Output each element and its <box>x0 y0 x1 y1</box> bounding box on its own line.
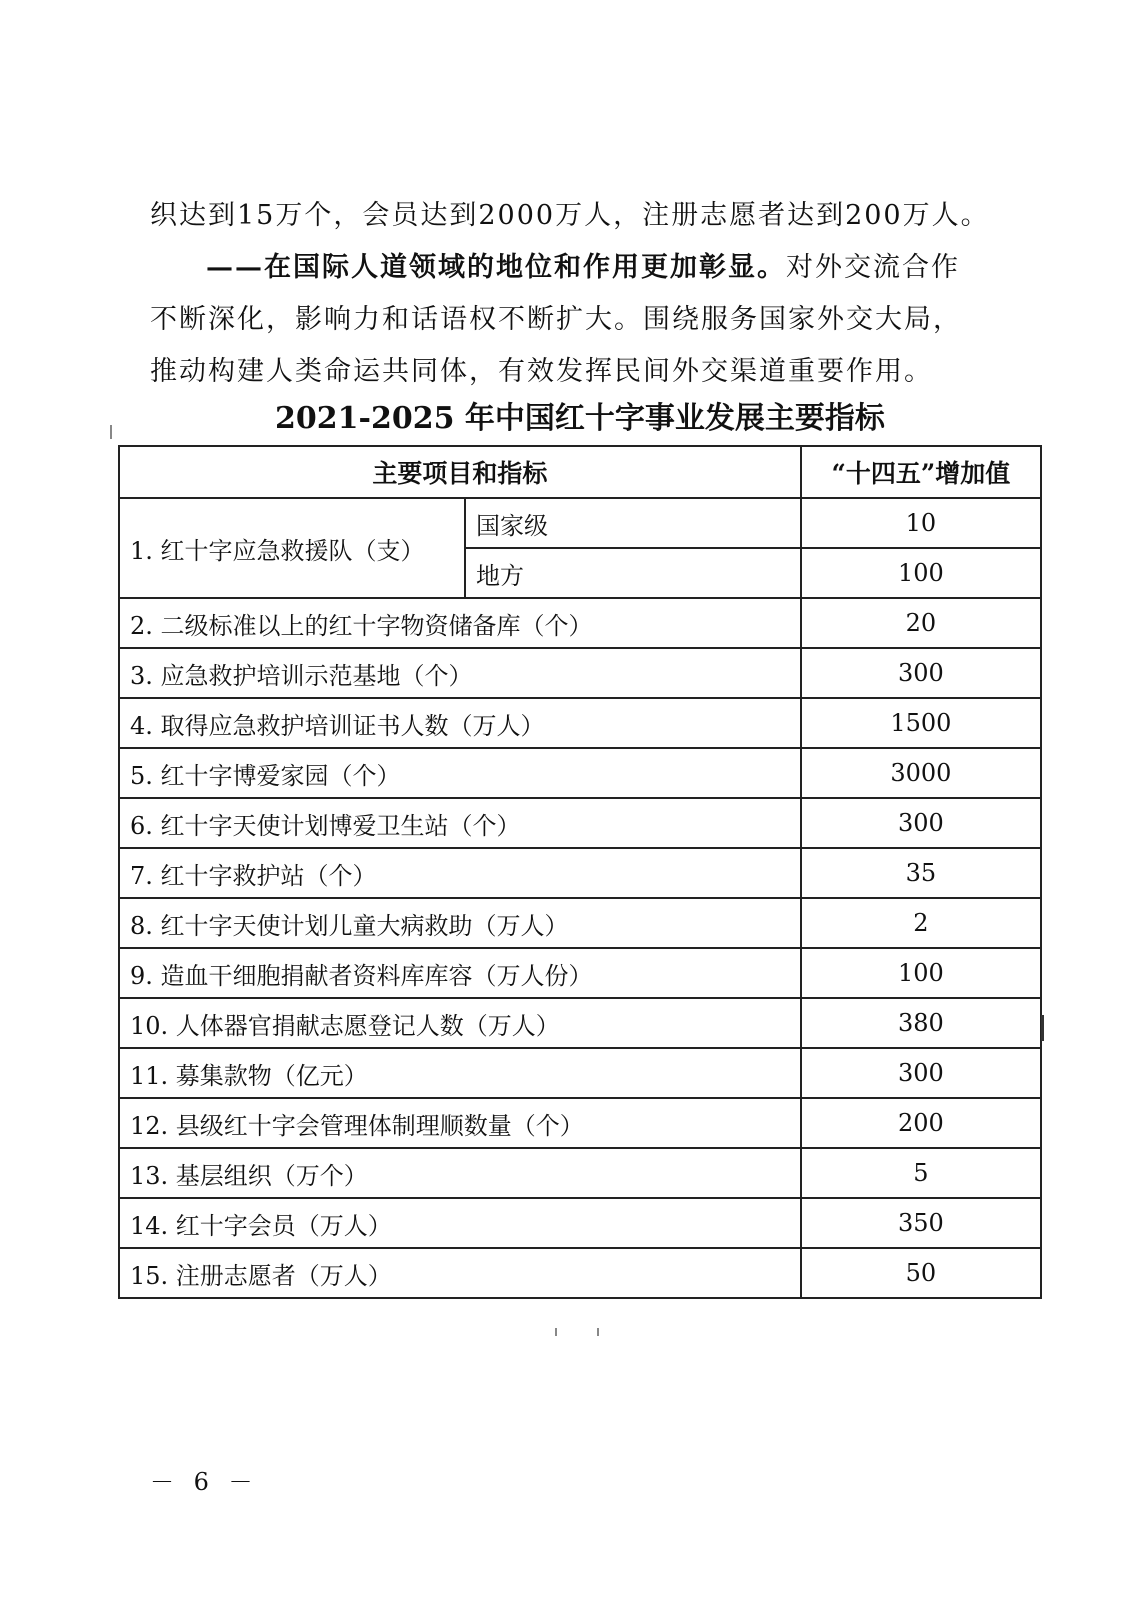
table-row <box>119 998 1041 1048</box>
row-label: 9. 造血干细胞捐献者资料库库容（万人份） <box>119 948 801 998</box>
row-value: 100 <box>801 548 1041 598</box>
row-sub-label: 地方 <box>465 548 801 598</box>
row-value: 380 <box>801 998 1041 1048</box>
row-label: 8. 红十字天使计划儿童大病救助（万人） <box>119 898 801 948</box>
row-value: 20 <box>801 598 1041 648</box>
table-header-row <box>119 446 1041 498</box>
paragraph-line-2: 不断深化，影响力和话语权不断扩大。围绕服务国家外交大局， <box>150 304 962 335</box>
row-value: 300 <box>801 798 1041 848</box>
header-value: “十四五”增加值 <box>801 446 1041 498</box>
scan-mark <box>597 1328 599 1336</box>
table-row <box>119 1048 1041 1098</box>
row-value: 350 <box>801 1198 1041 1248</box>
table-row <box>119 598 1041 648</box>
table-row <box>119 1198 1041 1248</box>
row-label: 12. 县级红十字会管理体制理顺数量（个） <box>119 1098 801 1148</box>
row-label: 15. 注册志愿者（万人） <box>119 1248 801 1298</box>
table-row <box>119 848 1041 898</box>
paragraph-continuation: 织达到15万个，会员达到2000万人，注册志愿者达到200万人。 <box>150 200 990 231</box>
table-row <box>119 898 1041 948</box>
paragraph-line-1-rest: 对外交流合作 <box>786 252 960 283</box>
header-item: 主要项目和指标 <box>119 446 801 498</box>
scan-mark <box>555 1328 557 1336</box>
row-value: 35 <box>801 848 1041 898</box>
table-row <box>119 648 1041 698</box>
table-row <box>119 948 1041 998</box>
paragraph-international <box>150 242 980 398</box>
row-value: 1500 <box>801 698 1041 748</box>
row-label: 10. 人体器官捐献志愿登记人数（万人） <box>119 998 801 1048</box>
paragraph-lead: ——在国际人道领域的地位和作用更加彰显。 <box>206 252 786 283</box>
row-value: 5 <box>801 1148 1041 1198</box>
row-label: 4. 取得应急救护培训证书人数（万人） <box>119 698 801 748</box>
row-label: 5. 红十字博爱家园（个） <box>119 748 801 798</box>
indicators-table <box>118 445 1042 1299</box>
row-label: 11. 募集款物（亿元） <box>119 1048 801 1098</box>
table-row <box>119 748 1041 798</box>
table-row <box>119 1248 1041 1298</box>
row-label: 2. 二级标准以上的红十字物资储备库（个） <box>119 598 801 648</box>
table-row <box>119 498 1041 548</box>
scan-mark <box>1041 1015 1044 1041</box>
paragraph-line-3: 推动构建人类命运共同体，有效发挥民间外交渠道重要作用。 <box>150 356 933 387</box>
table-row <box>119 1098 1041 1148</box>
row-label: 1. 红十字应急救援队（支） <box>119 498 465 598</box>
row-value: 100 <box>801 948 1041 998</box>
row-value: 10 <box>801 498 1041 548</box>
row-value: 3000 <box>801 748 1041 798</box>
row-label: 6. 红十字天使计划博爱卫生站（个） <box>119 798 801 848</box>
page-number: － 6 － <box>150 1468 259 1496</box>
table-row <box>119 698 1041 748</box>
table-row <box>119 1148 1041 1198</box>
row-label: 14. 红十字会员（万人） <box>119 1198 801 1248</box>
row-label: 3. 应急救护培训示范基地（个） <box>119 648 801 698</box>
row-value: 50 <box>801 1248 1041 1298</box>
row-value: 200 <box>801 1098 1041 1148</box>
row-label: 13. 基层组织（万个） <box>119 1148 801 1198</box>
table-row <box>119 798 1041 848</box>
row-label: 7. 红十字救护站（个） <box>119 848 801 898</box>
paragraph-line-1 <box>150 242 980 294</box>
row-value: 300 <box>801 1048 1041 1098</box>
row-value: 300 <box>801 648 1041 698</box>
row-value: 2 <box>801 898 1041 948</box>
scan-mark <box>110 425 112 439</box>
row-sub-label: 国家级 <box>465 498 801 548</box>
table-title: 2021-2025 年中国红十字事业发展主要指标 <box>275 401 885 436</box>
